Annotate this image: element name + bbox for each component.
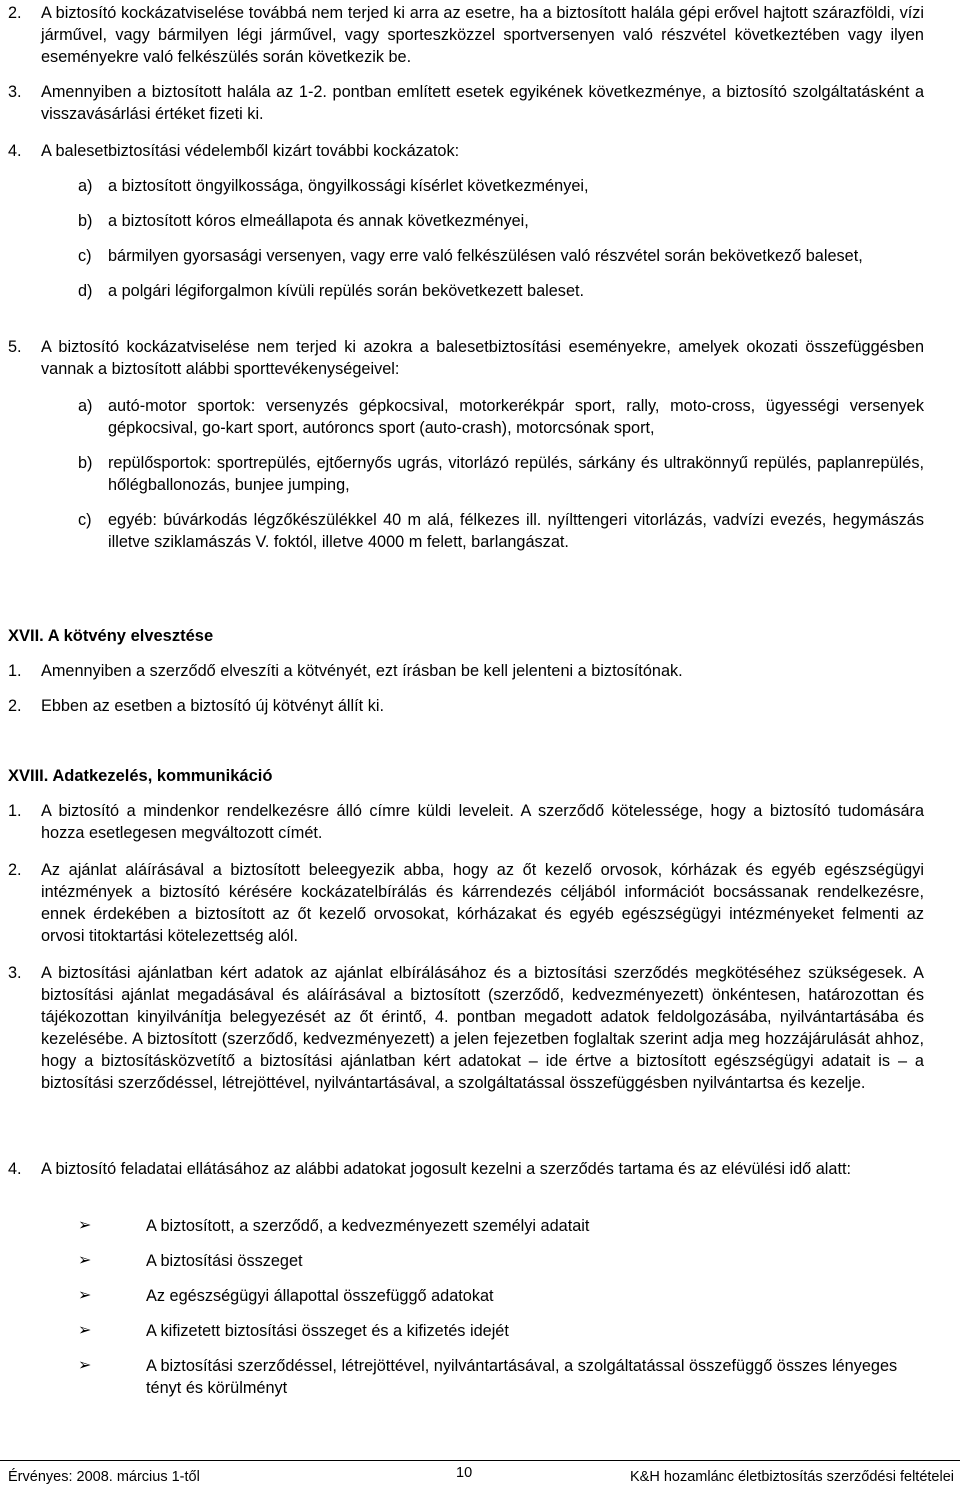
clause-number: 4. [8, 1160, 22, 1178]
list-text: a biztosított öngyilkossága, öngyilkossági kísérlet következményei, [108, 177, 589, 195]
arrow-bullet-icon: ➢ [78, 1357, 92, 1374]
list-text: A biztosítási szerződéssel, létrejöttével, nyilvántartásával, a szolgáltatással összefüggő összes lényeges tényt és körülményt [146, 1357, 898, 1397]
list-text: repülősportok: sportrepülés, ejtőernyős ugrás, vitorlázó repülés, sárkány és ultrakönnyű repülés, paplanrepülés, hőlégballonozás, bunjee jumping, [108, 454, 924, 494]
clause-number: 2. [8, 861, 22, 879]
clause [8, 695, 924, 717]
list-label: d) [78, 282, 93, 300]
clause-3 [8, 81, 924, 125]
list-label: c) [78, 511, 92, 529]
section-heading: XVIII. Adatkezelés, kommunikáció [8, 767, 273, 785]
list-label: b) [78, 454, 93, 472]
arrow-bullet-icon: ➢ [78, 1322, 92, 1339]
document-title: K&H hozamlánc életbiztosítás szerződési feltételei [630, 1469, 954, 1485]
list-label: a) [78, 397, 93, 415]
list-text: egyéb: búvárkodás légzőkészülékkel 40 m alá, félkezes ill. nyílttengeri vitorlázás, vadvízi evezés, hegymászás illetve sziklamászás V. foktól, illetve 4000 m felett, barlangászat. [108, 511, 924, 551]
clause-number: 1. [8, 802, 22, 820]
clause [8, 800, 924, 844]
list-text: Az egészségügyi állapottal összefüggő adatokat [146, 1287, 494, 1305]
list-item [78, 245, 924, 267]
list-item [78, 280, 924, 302]
clause [8, 660, 924, 682]
page-footer [0, 1466, 960, 1486]
sport-exclusion-list [78, 395, 924, 553]
list-item [78, 210, 924, 232]
clause-text: A biztosító kockázatviselése továbbá nem terjed ki arra az esetre, ha a biztosított halála gépi erővel hajtott szárazföldi, vízi járművel, vagy bármilyen légi járművel, vagy sporteszközzel sportversenyen való részvétel következtében vagy ilyen eseményekre való felkészülés során következik be. [41, 4, 924, 66]
list-item [78, 509, 924, 553]
clause-text: Amennyiben a szerződő elveszíti a kötvényét, ezt írásban be kell jelenteni a biztosítónak. [41, 662, 683, 680]
list-text: A kifizetett biztosítási összeget és a kifizetés idejét [146, 1322, 509, 1340]
data-bullet-list [78, 1215, 924, 1399]
clause-number: 1. [8, 662, 22, 680]
clause-number: 2. [8, 697, 22, 715]
clause-text: A balesetbiztosítási védelemből kizárt további kockázatok: [41, 142, 460, 160]
list-text: A biztosított, a szerződő, a kedvezményezett személyi adatait [146, 1217, 590, 1235]
arrow-bullet-icon: ➢ [78, 1217, 92, 1234]
exclusion-list [78, 175, 924, 302]
clause-number: 4. [8, 142, 22, 160]
clause [8, 859, 924, 947]
clause-number: 2. [8, 4, 22, 22]
list-item [78, 1215, 924, 1237]
clause-text: A biztosító kockázatviselése nem terjed ki azokra a balesetbiztosítási eseményekre, amelyek okozati összefüggésben vannak a biztosított alábbi sporttevékenységeivel: [41, 338, 924, 378]
list-text: autó-motor sportok: versenyzés gépkocsival, motorkerékpár sport, rally, moto-cross, ügyességi versenyek gépkocsival, go-kart sport, autóroncs sport (auto-crash), motorcsónak sport, [108, 397, 924, 437]
list-label: a) [78, 177, 93, 195]
list-item [78, 1320, 924, 1342]
clause-2 [8, 2, 924, 68]
page-number: 10 [456, 1465, 473, 1481]
list-label: b) [78, 212, 93, 230]
clause-text: A biztosítási ajánlatban kért adatok az ajánlat elbírálásához és a biztosítási szerződés megkötéséhez szükségesek. A biztosítási ajánlat megadásával és aláírásával a biztosított (szerződő, kedvezményezett) önkéntesen, határozottan és tájékozottan kinyilvánítja belegyezését az őt érintő, 4. pontban megadott adatok feldolgozásába, nyilvántartásába és kezelésébe. A biztosított (szerződő, kedvezményezett) a jelen fejezetben foglaltak szerint adja meg hozzájárulását ahhoz, hogy a biztosításközvetítő a biztosítási ajánlatban kért adatokat – ide értve a biztosított egészségügyi adatait is – a biztosítási szerződéssel, létrejöttével, nyilvántartásával, a szolgáltatással összefüggésben nyilvántartsa és kezelje. [41, 964, 924, 1092]
validity-date: Érvényes: 2008. március 1-től [8, 1469, 200, 1485]
clause-5 [8, 336, 924, 380]
footer-divider [0, 1460, 960, 1461]
list-text: a polgári légiforgalmon kívüli repülés során bekövetkezett baleset. [108, 282, 585, 300]
clause-number: 5. [8, 338, 22, 356]
clause-4 [8, 140, 924, 162]
clause-text: Az ajánlat aláírásával a biztosított beleegyezik abba, hogy az őt kezelő orvosok, kórházak és egyéb egészségügyi intézmények a biztosító kérésére kockázatelbírálás és kárrendezés céljából információt bocsássanak rendelkezésre, ennek érdekében a biztosított az őt kezelő orvosokat, kórházakat és egyéb egészségügyi intézményeket felmenti az orvosi titoktartási kötelezettség alól. [41, 861, 924, 945]
clause [8, 962, 924, 1094]
list-item [78, 1355, 924, 1399]
list-text: A biztosítási összeget [146, 1252, 303, 1270]
clause-number: 3. [8, 964, 22, 982]
clause-text: Ebben az esetben a biztosító új kötvényt állít ki. [41, 697, 385, 715]
clause-text: A biztosító feladatai ellátásához az alábbi adatokat jogosult kezelni a szerződés tartama és az elévülési idő alatt: [41, 1160, 852, 1178]
list-text: a biztosított kóros elmeállapota és annak következményei, [108, 212, 529, 230]
list-item [78, 395, 924, 439]
clause [8, 1158, 924, 1180]
clause-number: 3. [8, 83, 22, 101]
list-item [78, 175, 924, 197]
list-item [78, 452, 924, 496]
list-label: c) [78, 247, 92, 265]
arrow-bullet-icon: ➢ [78, 1287, 92, 1304]
section-heading: XVII. A kötvény elvesztése [8, 627, 214, 645]
clause-text: A biztosító a mindenkor rendelkezésre álló címre küldi leveleit. A szerződő kötelessége, hogy a biztosító tudomására hozza esetlegesen megváltozott címét. [41, 802, 924, 842]
list-item [78, 1285, 924, 1307]
list-text: bármilyen gyorsasági versenyen, vagy erre való felkészülésen való részvétel során bekövetkező baleset, [108, 247, 863, 265]
list-item [78, 1250, 924, 1272]
arrow-bullet-icon: ➢ [78, 1252, 92, 1269]
clause-text: Amennyiben a biztosított halála az 1-2. pontban említett esetek egyikének következménye, a biztosító szolgáltatásként a visszavásárlási értéket fizeti ki. [41, 83, 924, 123]
